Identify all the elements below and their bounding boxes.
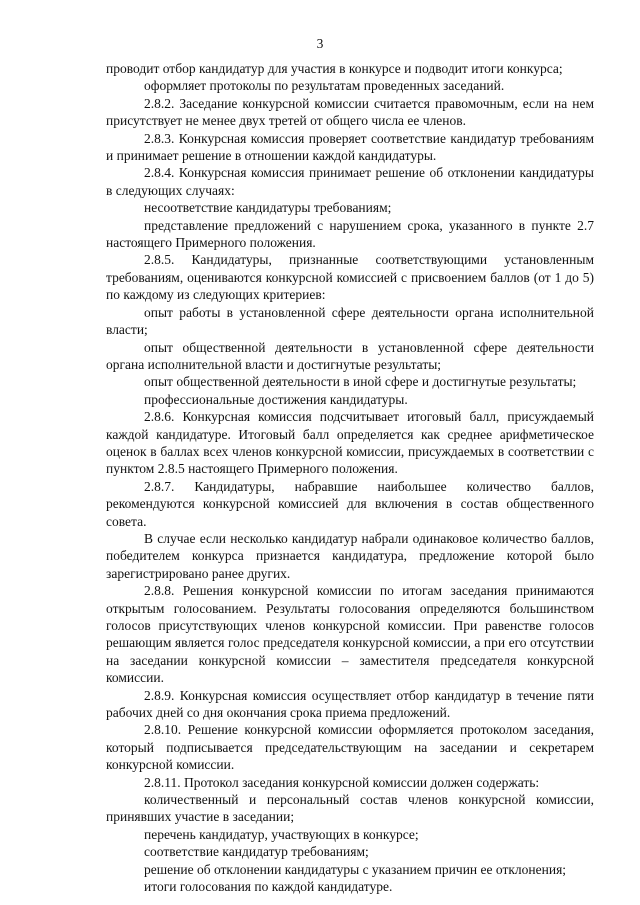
criterion-public-activity-same-sphere: опыт общественной деятельности в установленной сфере деятельности органа исполнительной власти и достигнутые результаты; xyxy=(106,339,594,372)
criterion-professional-achievements: профессиональные достижения кандидатуры. xyxy=(144,391,408,407)
paragraph-protocols: оформляет протоколы по результатам проведенных заседаний. xyxy=(144,78,505,94)
paragraph-2-8-8: 2.8.8. Решения конкурсной комиссии по итогам заседания принимаются открытым голосованием. Результаты голосования определяются большинством голосов присутствующих членов конкурсной комиссии. При равенстве голосов решающим является голос председателя конкурсной комиссии, а при его отсутствии на заседании конкурсной комиссии – заместителя председателя конкурсной комиссии. xyxy=(106,583,594,686)
paragraph-2-8-11: 2.8.11. Протокол заседания конкурсной комиссии должен содержать: xyxy=(144,774,540,790)
paragraph-2-8-5: 2.8.5. Кандидатуры, признанные соответствующими установленным требованиям, оцениваются конкурсной комиссией с присвоением баллов (от 1 до 5) по каждому из следующих критериев: xyxy=(106,252,594,303)
list-item-late-submission: представление предложений с нарушением срока, указанного в пункте 2.7 настоящего Примерного положения. xyxy=(106,217,594,251)
paragraph-2-8-2: 2.8.2. Заседание конкурсной комиссии считается правомочным, если на нем присутствует не менее двух третей от общего числа ее членов. xyxy=(106,95,594,129)
page-number: 3 xyxy=(316,36,324,51)
paragraph-2-8-3: 2.8.3. Конкурсная комиссия проверяет соответствие кандидатур требованиям и принимает решение в отношении каждой кандидатуры. xyxy=(106,130,594,164)
paragraph-continued-selection: проводит отбор кандидатур для участия в конкурсе и подводит итоги конкурса; xyxy=(106,61,563,76)
paragraph-2-8-4: 2.8.4. Конкурсная комиссия принимает решение об отклонении кандидатуры в следующих случаях: xyxy=(106,165,594,198)
criterion-public-activity-other-sphere: опыт общественной деятельности в иной сфере и достигнутые результаты; xyxy=(144,374,577,390)
paragraph-equal-scores: В случае если несколько кандидатур набрали одинаковое количество баллов, победителем конкурса признается кандидатура, предложение которой было зарегистрировано ранее других. xyxy=(106,530,594,581)
paragraph-2-8-9: 2.8.9. Конкурсная комиссия осуществляет отбор кандидатур в течение пяти рабочих дней со дня окончания срока приема предложений. xyxy=(106,687,594,721)
protocol-item-compliance: соответствие кандидатур требованиям; xyxy=(144,844,369,860)
document-body xyxy=(106,60,594,896)
protocol-item-candidate-list: перечень кандидатур, участвующих в конкурсе; xyxy=(144,826,419,842)
protocol-item-rejection: решение об отклонении кандидатуры с указанием причин ее отклонения; xyxy=(144,861,567,877)
paragraph-2-8-10: 2.8.10. Решение конкурсной комиссии оформляется протоколом заседания, который подписывается председательствующим на заседании и секретарем конкурсной комиссии. xyxy=(106,722,594,773)
paragraph-2-8-6: 2.8.6. Конкурсная комиссия подсчитывает итоговый балл, присуждаемый каждой кандидатуре. Итоговый балл определяется как среднее арифметическое оценок в баллах всех членов конкурсной комиссии, присуждаемых в соответствии с пунктом 2.8.5 настоящего Примерного положения. xyxy=(106,409,594,477)
list-item-noncompliance: несоответствие кандидатуры требованиям; xyxy=(144,200,392,216)
criterion-work-experience: опыт работы в установленной сфере деятельности органа исполнительной власти; xyxy=(106,304,594,338)
protocol-item-voting-results: итоги голосования по каждой кандидатуре. xyxy=(144,879,393,895)
paragraph-2-8-7: 2.8.7. Кандидатуры, набравшие наибольшее количество баллов, рекомендуются конкурсной комиссией для включения в состав общественного совета. xyxy=(106,478,594,529)
protocol-item-composition: количественный и персональный состав членов конкурсной комиссии, принявших участие в заседании; xyxy=(106,792,594,825)
